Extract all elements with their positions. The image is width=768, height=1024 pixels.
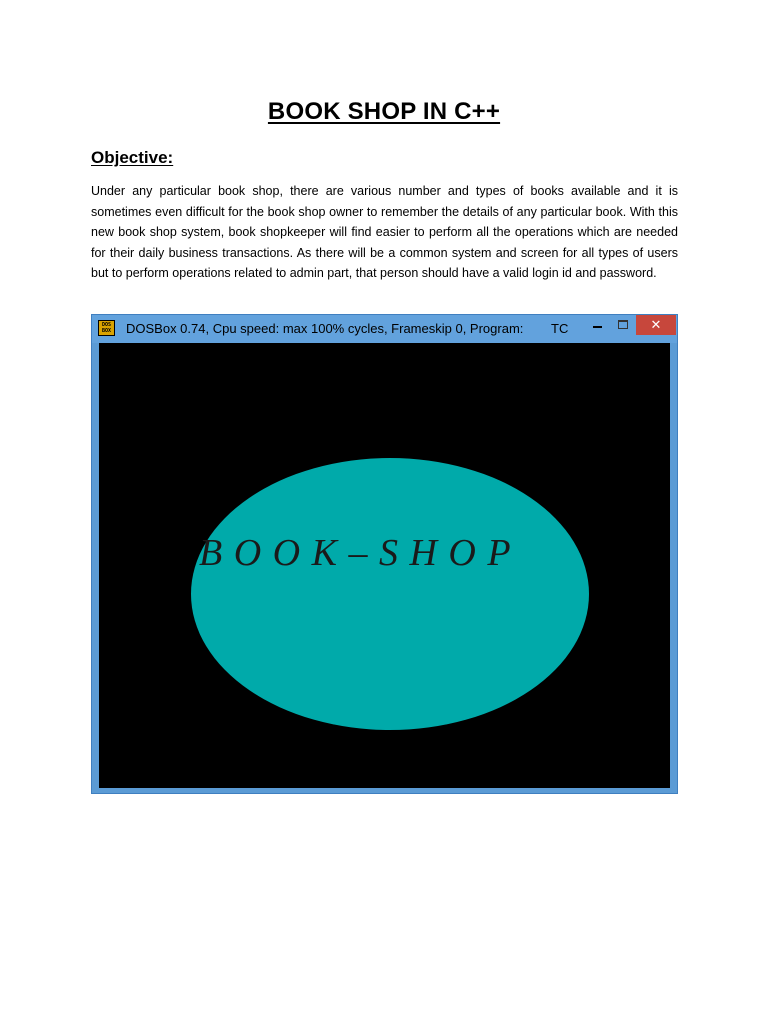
close-icon: ✕ — [650, 317, 662, 332]
maximize-icon — [618, 320, 628, 329]
objective-heading: Objective: — [91, 148, 174, 167]
program-name: TC — [551, 321, 569, 336]
dosbox-icon: DOS BOX — [98, 320, 115, 336]
window-titlebar — [92, 315, 677, 343]
dos-screen — [99, 343, 670, 788]
minimize-button[interactable] — [585, 315, 611, 335]
dosbox-window-screenshot — [91, 314, 678, 794]
splash-text: B O O K – S H O P — [199, 532, 512, 574]
objective-paragraph: Under any particular book shop, there are various number and types of books available and it is sometimes even difficult for the book shop owner to remember the details of any particular book. With this new book shop system, book shopkeeper will find easier to perform all the operations which are needed for their daily business transactions. As there will be a common system and screen for all types of users but to perform operations related to admin part, that person should have a valid login id and password. — [91, 184, 678, 281]
window-title: DOSBox 0.74, Cpu speed: max 100% cycles, Frameskip 0, Program: — [126, 321, 524, 336]
maximize-button[interactable] — [610, 315, 636, 335]
minimize-icon — [593, 326, 602, 328]
splash-ellipse — [191, 458, 589, 730]
page-title: BOOK SHOP IN C++ — [267, 98, 501, 125]
close-button[interactable] — [636, 315, 676, 335]
